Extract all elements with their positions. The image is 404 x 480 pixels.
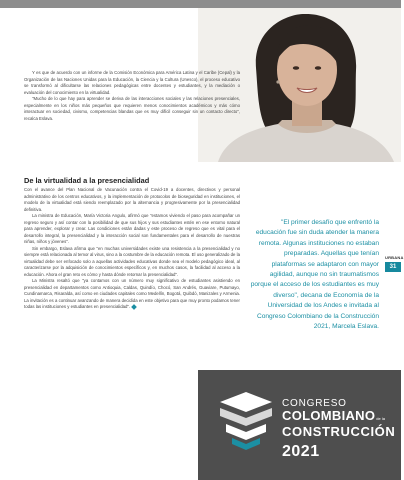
article-paragraph-last [24,278,240,311]
article-column-bottom [24,187,240,311]
logo-line-2 [282,409,395,425]
article-paragraph: Y es que de acuerdo con un informe de la Comisión Económica para América Latina y el Caribe (Cepal) y la Organización de las Naciones Unidas para la Educación, la Ciencia y la Cultura (Unesco), el proceso educativo se transformó al dificultarse las relaciones pedagógicas entre docentes y estudiantes, y la mediación o evaluación del conocimiento en la virtualidad. [24,70,240,95]
logo-line-2-small: de la [376,416,385,421]
page-number: 31 [385,262,401,272]
end-of-article-icon [131,304,137,310]
logo-line-1: CONGRESO [282,398,347,409]
article-paragraph: Sin embargo, Eslava afirma que "en muchas universidades existe una resistencia a la presencialidad y no siempre está relacionada al temor al virus, sino a la costumbre de la educación remota. El uso generalizado de la virtualidad debe ser enfocado solo a aquellas actividades educativas donde sea el modelo pedagógico ideal, al caracterizarse por la adquisición de conocimientos específicos y, en muchos casos, la facilidad al acceso a la educación. Ahora el gran reto es cómo y hasta dónde retornar la presencialidad". [24,245,240,277]
pull-quote: "El primer desafío que enfrentó la educación fue sin duda atender la manera remota. Algunas instituciones no estaban preparadas. Aquellas que tenían plataformas se adaptaron con mayor agilidad, aunque no sin traumatismos porque el acceso de los estudiantes es muy diverso", decana de Economía de la Universidad de los Andes e invitada al Congreso Colombiano de la Construcción 2021, Marcela Eslava. [250,219,379,331]
congress-logo-text [282,398,395,461]
logo-line-2-text: COLOMBIANO [282,408,376,423]
congress-banner [198,370,401,480]
top-strip [0,0,401,8]
logo-year: 2021 [282,443,320,460]
article-paragraph: "Mucho de lo que hay para aprender se deriva de las interacciones sociales y las relaciones presenciales, especialmente en los niños más pequeños que requieren menos conocimientos académicos y más cómo interactuar en sociedad, civismo, competencias blandas que es muy difícil conseguir sin un contacto directo", recalca Eslava. [24,96,240,121]
section-tab [385,255,404,272]
article-paragraph-text: La Ministra resaltó que "ya contamos con un número muy significativo de estudiantes asistiendo en presencialidad en departamentos como Antioquia, Caldas, Quindío, Chocó, San Andrés, Guaviare, Putumayo, Cundinamarca, Risaralda, así como en ciudades capitales como Medellín, Bogotá, Quibdó, Manizales y Armenia. La invitación es a continuar avanzando de manera decidida en este objetivo para que muy pronto podamos tener todas las instituciones y estudiantes en presencialidad". [24,278,240,309]
article-paragraph: Con el avance del Plan Nacional de Vacunación contra el Covid-19 a docentes, directivos y personal administrativo de los centros educativos, y la implementación de protocolos de bioseguridad en instituciones, el modelo de la virtualidad está siendo reemplazado por la alternancia y progresivamente por la presencialidad definitiva. [24,187,240,212]
section-title: De la virtualidad a la presencialidad [24,176,150,185]
logo-line-3: CONSTRUCCIÓN [282,424,396,439]
article-column-top [24,70,240,122]
section-label: URBANA [385,255,404,260]
congress-logo-icon [216,390,276,456]
article-paragraph: La ministra de Educación, María Victoria Angulo, afirmó que "estamos viviendo el paso para acompañar un regreso seguro y así contar con la posibilidad de que sus hijos y sus estudiantes estén en ese entorno natural para aprender, explorar y crear. Las condiciones están dadas y este proceso de regreso que es vital para el desarrollo integral, la presencialidad y la interacción social son fundamentales para el desarrollo de nuestras niñas, niños y jóvenes". [24,213,240,244]
